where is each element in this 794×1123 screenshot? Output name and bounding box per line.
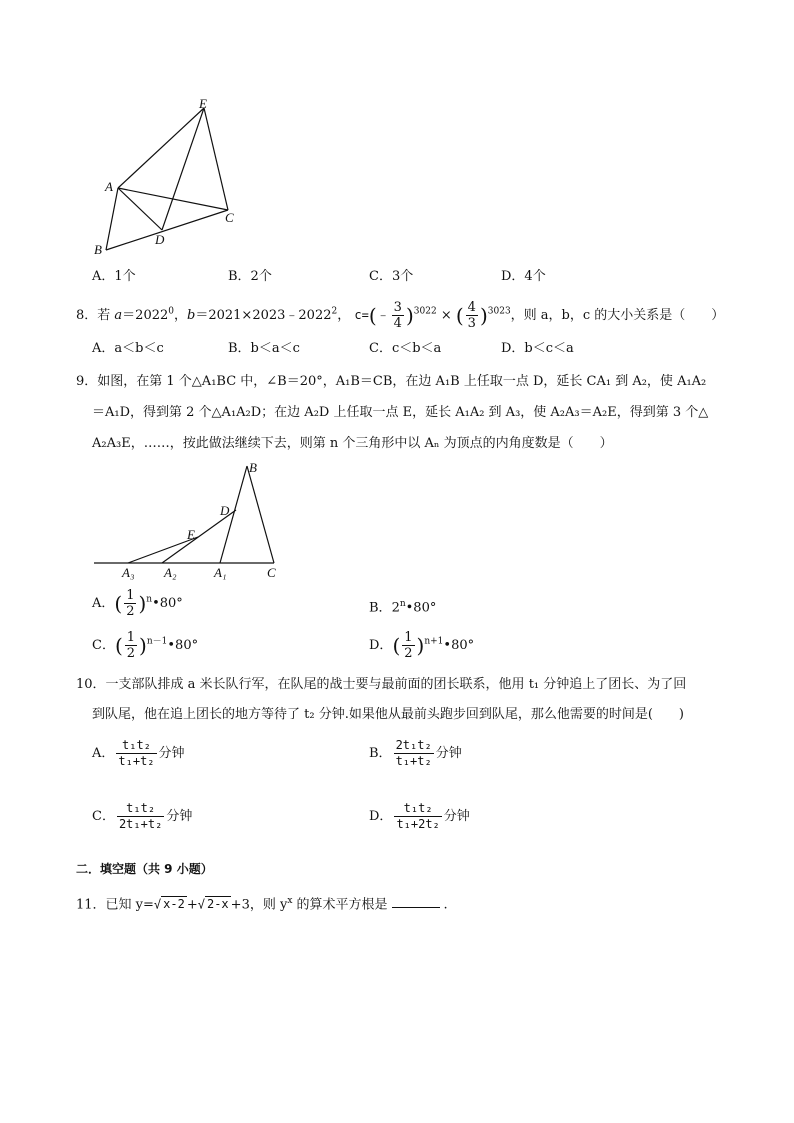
q10-line-2: 到队尾，他在追上团长的地方等待了 t₂ 分钟.如果他从最前头跑步回到队尾，那么他需要的时间是( ) bbox=[92, 707, 684, 722]
q9-option-d-label: D． bbox=[369, 638, 393, 653]
fraction-den: 2 bbox=[126, 604, 135, 619]
label-a3: A₃ bbox=[122, 565, 135, 580]
q11-tail: 的算术平方根是 bbox=[292, 897, 388, 913]
q11-pre: 11．已知 y= bbox=[76, 897, 154, 913]
q9-option-a[interactable] bbox=[92, 588, 183, 619]
q9-option-d-tail: •80° bbox=[443, 638, 475, 653]
q9-option-a-label: A． bbox=[92, 596, 115, 611]
label-d: D bbox=[155, 232, 165, 247]
paren-close: ) bbox=[139, 633, 147, 658]
fraction-num: 1 bbox=[126, 630, 136, 645]
q8-option-a[interactable]: A．a＜b＜c bbox=[92, 341, 164, 356]
q9-figure-lines bbox=[94, 466, 274, 563]
q10-option-c-fraction bbox=[117, 801, 164, 832]
q11-stem bbox=[76, 892, 448, 914]
q9-option-c-label: C． bbox=[92, 638, 115, 653]
segment-ae bbox=[118, 108, 204, 188]
q9-line-1: 9．如图，在第 1 个△A₁BC 中，∠B＝20°，A₁B＝CB，在边 A₁B 上任取一点 D，延长 CA₁ 到 A₂，使 A₁A₂ bbox=[76, 374, 707, 389]
label-e: E bbox=[187, 527, 195, 542]
segment-ab bbox=[106, 188, 118, 250]
fraction-num: t₁t₂ bbox=[117, 801, 164, 817]
q10-option-d[interactable] bbox=[369, 801, 470, 832]
q9-option-a-fraction bbox=[124, 588, 136, 619]
q10-option-d-fraction bbox=[394, 801, 441, 832]
q11-plus: + bbox=[186, 897, 198, 913]
label-a1: A₁ bbox=[214, 565, 227, 580]
q9-option-c[interactable] bbox=[92, 630, 198, 661]
q8-paren-close-2: ) bbox=[479, 303, 488, 328]
q7-option-c[interactable]: C．3个 bbox=[369, 269, 414, 284]
q10-option-a[interactable] bbox=[92, 738, 185, 769]
q8-fraction-2-den: 3 bbox=[467, 316, 476, 331]
q7-figure bbox=[88, 96, 248, 261]
q9-line-3: A₂A₃E，……，按此做法继续下去，则第 n 个三角形中以 Aₙ 为顶点的内角度数是（ ） bbox=[92, 436, 613, 451]
segment-ac bbox=[118, 188, 228, 210]
fraction-num: t₁t₂ bbox=[116, 738, 156, 754]
label-b: B bbox=[94, 242, 102, 257]
sqrt-icon: √ bbox=[153, 897, 162, 912]
q8-fraction-1-num: 3 bbox=[393, 300, 402, 315]
q10-option-c-unit: 分钟 bbox=[166, 809, 193, 824]
q9-option-b-tail: •80° bbox=[405, 600, 437, 616]
q7-option-d[interactable]: D．4个 bbox=[501, 269, 546, 284]
q8-tail: ，则 a，b，c 的大小关系是（ ） bbox=[510, 308, 725, 323]
q9-option-b-base: 2 bbox=[391, 600, 400, 616]
q8-fraction-2 bbox=[466, 300, 478, 331]
segment-bc bbox=[247, 466, 274, 563]
fraction-num: 1 bbox=[126, 588, 135, 603]
q9-option-b-exp: n bbox=[399, 599, 406, 609]
q9-option-b[interactable] bbox=[369, 595, 436, 617]
q9-option-c-fraction bbox=[125, 630, 137, 661]
sqrt-icon: √ bbox=[197, 897, 205, 912]
q8-option-c[interactable]: C．c＜b＜a bbox=[369, 341, 442, 356]
segment-ed bbox=[162, 108, 204, 230]
q8-a-eq: ＝2022 bbox=[122, 308, 169, 323]
section-2-title: 二．填空题（共 9 小题） bbox=[76, 862, 213, 876]
q10-option-a-fraction bbox=[116, 738, 156, 769]
q8-paren-open-2: ( bbox=[455, 303, 464, 328]
label-e: E bbox=[199, 96, 207, 111]
label-a: A bbox=[105, 179, 113, 194]
q11-exp: x bbox=[287, 896, 293, 906]
fraction-den: t₁+2t₂ bbox=[396, 817, 440, 831]
segment-ec bbox=[204, 108, 228, 210]
q9-option-a-exp: n bbox=[146, 594, 153, 605]
q10-option-b[interactable] bbox=[369, 738, 462, 769]
q8-exp2: 3023 bbox=[487, 306, 511, 317]
q9-option-c-exp: n－1 bbox=[146, 636, 168, 647]
q8-paren-close-1: ) bbox=[405, 303, 414, 328]
q8-fraction-2-num: 4 bbox=[467, 300, 476, 315]
q10-option-d-unit: 分钟 bbox=[443, 809, 470, 824]
q9-option-c-tail: •80° bbox=[167, 638, 199, 653]
label-d: D bbox=[220, 503, 230, 518]
q8-stem bbox=[76, 300, 724, 331]
q10-option-c[interactable] bbox=[92, 801, 192, 832]
fraction-den: t₁+t₂ bbox=[118, 754, 155, 768]
q7-figure-lines bbox=[106, 108, 228, 250]
q10-option-c-label: C． bbox=[92, 809, 115, 824]
fraction-num: 2t₁t₂ bbox=[395, 738, 432, 752]
q8-a-var: a bbox=[114, 308, 123, 323]
q9-option-d-fraction bbox=[402, 630, 414, 661]
q10-option-d-label: D． bbox=[369, 809, 393, 824]
q8-exp1: 3022 bbox=[413, 306, 437, 317]
q10-line-1: 10．一支部队排成 a 米长队行军，在队尾的战士要与最前面的团长联系，他用 t₁ 分钟追上了团长、为了回 bbox=[76, 677, 687, 692]
label-b: B bbox=[249, 460, 257, 475]
paren-close: ) bbox=[138, 591, 147, 616]
paren-close: ) bbox=[416, 633, 425, 658]
q8-fraction-1-den: 4 bbox=[393, 316, 402, 331]
fraction-den: 2 bbox=[126, 646, 136, 661]
q7-option-a[interactable]: A．1个 bbox=[92, 269, 136, 284]
q8-a-exp: 0 bbox=[168, 306, 174, 317]
q10-option-b-label: B． bbox=[369, 746, 392, 761]
label-a2: A₂ bbox=[164, 565, 177, 580]
q8-sep1: ， bbox=[174, 308, 188, 323]
q10-option-b-fraction bbox=[394, 738, 434, 769]
q10-option-b-unit: 分钟 bbox=[435, 746, 462, 761]
label-c: C bbox=[267, 565, 276, 580]
q10-option-a-unit: 分钟 bbox=[158, 746, 185, 761]
q8-neg: ﹣ bbox=[376, 308, 390, 323]
q11-answer-blank[interactable] bbox=[392, 907, 440, 908]
q7-option-b[interactable]: B．2个 bbox=[228, 269, 272, 284]
q11-rest: +3，则 y bbox=[230, 897, 288, 913]
q8-b-exp: 2 bbox=[331, 306, 338, 317]
q11-end: . bbox=[443, 897, 448, 913]
q8-number: 8．若 bbox=[76, 308, 115, 323]
q9-figure bbox=[92, 458, 292, 583]
q8-paren-open-1: ( bbox=[368, 303, 377, 328]
q9-option-d-exp: n+1 bbox=[424, 636, 444, 647]
q8-b-var: b bbox=[187, 308, 196, 323]
fraction-num: t₁t₂ bbox=[394, 801, 441, 817]
paren-open: ( bbox=[114, 591, 123, 616]
paren-open: ( bbox=[114, 633, 123, 658]
q8-b-eq: ＝2021×2023﹣2022 bbox=[195, 308, 332, 323]
q11-sqrt-1: x-2 bbox=[163, 897, 185, 912]
q8-option-d[interactable]: D．b＜c＜a bbox=[501, 341, 574, 356]
q11-sqrt-2: 2-x bbox=[206, 897, 229, 912]
fraction-den: 2 bbox=[404, 646, 413, 661]
q10-option-a-label: A． bbox=[92, 746, 115, 761]
label-c: C bbox=[225, 210, 234, 225]
q9-option-a-tail: •80° bbox=[152, 596, 183, 611]
q8-c-pre: c= bbox=[354, 308, 369, 322]
fraction-num: 1 bbox=[404, 630, 413, 645]
q9-option-b-label: B． bbox=[369, 600, 392, 616]
q8-option-b[interactable]: B．b＜a＜c bbox=[228, 341, 300, 356]
q8-times: × bbox=[440, 308, 452, 323]
paren-open: ( bbox=[392, 633, 401, 658]
q8-sep2: ， bbox=[337, 308, 351, 323]
fraction-den: 2t₁+t₂ bbox=[118, 817, 163, 831]
q8-fraction-1 bbox=[392, 300, 404, 331]
q9-option-d[interactable] bbox=[369, 630, 474, 661]
fraction-den: t₁+t₂ bbox=[395, 754, 432, 768]
segment-ad bbox=[118, 188, 162, 230]
q9-line-2: ＝A₁D，得到第 2 个△A₁A₂D；在边 A₂D 上任取一点 E，延长 A₁A₂ 到 A₃，使 A₂A₃＝A₂E，得到第 3 个△ bbox=[92, 405, 709, 420]
